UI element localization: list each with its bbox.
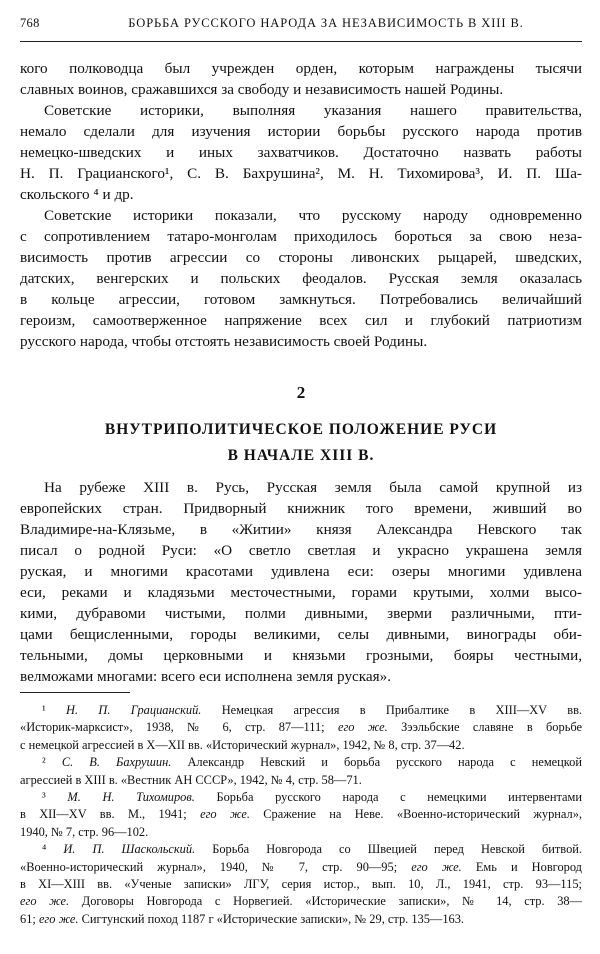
footnotes: [20, 702, 582, 928]
paragraph-line: висимость против агрессии со стороны ливонских рыцарей, шведских,: [20, 249, 582, 266]
book-page: [20, 0, 582, 954]
footnote-line: ³ М. Н. Тихомиров. Борьба русского народа с немецкими интервентами: [42, 789, 582, 804]
footnote-ibid: его же.: [200, 807, 250, 822]
paragraph-line: в кольце агрессии, готовом замкнуться. Потребовались величайший: [20, 291, 582, 308]
paragraph-line: немало сделали для изучения истории борьбы русского народа против: [20, 123, 582, 140]
running-title: БОРЬБА РУССКОГО НАРОДА ЗА НЕЗАВИСИМОСТЬ В XIII В.: [128, 16, 524, 30]
footnote-line: «Военно-исторический журнал», 1940, № 7, стр. 90—95; его же. Емь и Новгород: [20, 859, 582, 874]
paragraph-line: На рубеже XIII в. Русь, Русская земля была самой крупной из: [44, 479, 582, 496]
paragraph-line: скольского ⁴ и др.: [20, 186, 134, 203]
footnote-line: в XII—XV вв. М., 1941; его же. Сражение на Неве. «Военно-исторический журнал»,: [20, 807, 582, 822]
paragraph-line: тельными, домы церковными и князьми грозными, бояры честными,: [20, 647, 582, 664]
paragraph-line: еси, реками и кладязьми месточестными, горами крутыми, холми высо-: [20, 584, 582, 601]
footnote-rule: [20, 692, 130, 693]
paragraph-line: русского народа, чтобы отстоять независимость своей Родины.: [20, 333, 428, 350]
section-title-line-1: ВНУТРИПОЛИТИЧЕСКОЕ ПОЛОЖЕНИЕ РУСИ: [104, 421, 498, 438]
footnote-mark: ¹: [42, 703, 67, 717]
paragraph-line: европейских стран. Придворный книжник того времени, живший во: [20, 500, 582, 517]
footnote-line: ² С. В. Бахрушин. Александр Невский и борьба русского народа с немецкой: [42, 755, 582, 770]
footnote-author: Н. П. Грацианский.: [66, 703, 222, 717]
footnote-line: ⁴ И. П. Шаскольский. Борьба Новгорода со Швецией перед Невской битвой.: [42, 842, 582, 857]
page-number: 768: [20, 16, 40, 30]
paragraph-line: писал о родной Руси: «О светло светлая и украсно украшена земля: [20, 542, 582, 559]
footnote-ibid: его же.: [20, 894, 70, 909]
paragraph-line: кими, дубравоми чистыми, полми дивными, зверми различными, пти-: [20, 605, 582, 622]
paragraph-line: Советские историки, выполняя указания нашего правительства,: [44, 102, 582, 119]
section-paragraph: [20, 477, 582, 687]
running-header: [20, 16, 582, 31]
header-rule: [20, 41, 582, 42]
footnote-ibid: его же.: [411, 859, 462, 874]
footnote-line: 61; его же. Сигтунский поход 1187 г «Исторические записки», № 29, стр. 135—163.: [20, 911, 465, 926]
paragraph-line: Советские историки показали, что русскому народу одновременно: [44, 207, 582, 224]
footnote-ibid: его же.: [38, 911, 79, 926]
footnote-line: ¹ Н. П. Грацианский. Немецкая агрессия в Прибалтике в XIII—XV вв.: [42, 703, 582, 717]
paragraph-line: цами бещисленными, городы великими, селы дивными, винограды оби-: [20, 626, 582, 643]
section-title: [20, 417, 582, 469]
footnote-mark: ²: [42, 755, 62, 770]
footnote-mark: ³: [42, 789, 68, 804]
intro-text: [20, 58, 582, 352]
paragraph-line: Владимире-на-Клязьме, в «Житии» князя Александра Невского так: [20, 521, 582, 538]
footnote-line: его же. Договоры Новгорода с Норвегией. «Исторические записки», № 14, стр. 38—: [20, 894, 582, 909]
footnote-line: в XI—XIII вв. «Ученые записки» ЛГУ, серия истор., вып. 10, Л., 1941, стр. 93—115;: [20, 876, 582, 891]
footnote-line: агрессией в XIII в. «Вестник АН СССР», 1942, № 4, стр. 58—71.: [20, 772, 362, 787]
section-title-line-2: В НАЧАЛЕ XIII В.: [227, 447, 375, 464]
footnote-author: М. Н. Тихомиров.: [67, 789, 217, 804]
paragraph-line: датских, венгерских и польских феодалов. Русская земля оказалась: [20, 270, 582, 287]
footnote-line: «Историк-марксист», 1938, № 6, стр. 87—111; его же. Зээльбские славяне в борьбе: [20, 720, 582, 735]
paragraph-line: велможами многами: всего еси исполнена земля руская».: [20, 668, 392, 685]
paragraph-line: руская, и многими красотами удивлена еси: озеры многими удивлена: [20, 563, 582, 580]
paragraph-line: героизм, самоотверженное напряжение всех сил и глубокий патриотизм: [20, 312, 582, 329]
paragraph-line: славных воинов, сражавшихся за свободу и независимость нашей Родины.: [20, 81, 504, 98]
footnote-author: С. В. Бахрушин.: [61, 755, 188, 770]
footnote-author: И. П. Шаскольский.: [63, 842, 213, 857]
paragraph-line: Н. П. Грацианского¹, С. В. Бахрушина², М. Н. Тихомирова³, И. П. Ша-: [20, 165, 582, 182]
footnote-line: 1940, № 7, стр. 96—102.: [20, 824, 149, 839]
footnote-mark: ⁴: [42, 842, 64, 857]
footnote-ibid: его же.: [337, 720, 388, 735]
paragraph-line: кого полководца был учрежден орден, которым награждены тысячи: [20, 60, 582, 77]
footnote-line: с немецкой агрессией в X—XII вв. «Исторический журнал», 1942, № 8, стр. 37—42.: [20, 737, 465, 752]
section-number: 2: [296, 383, 306, 402]
paragraph-line: с сопротивлением татаро-монголам приходилось бороться за свою неза-: [20, 228, 582, 245]
paragraph-line: немецко-шведских и иных захватчиков. Достаточно назвать работы: [20, 144, 582, 161]
